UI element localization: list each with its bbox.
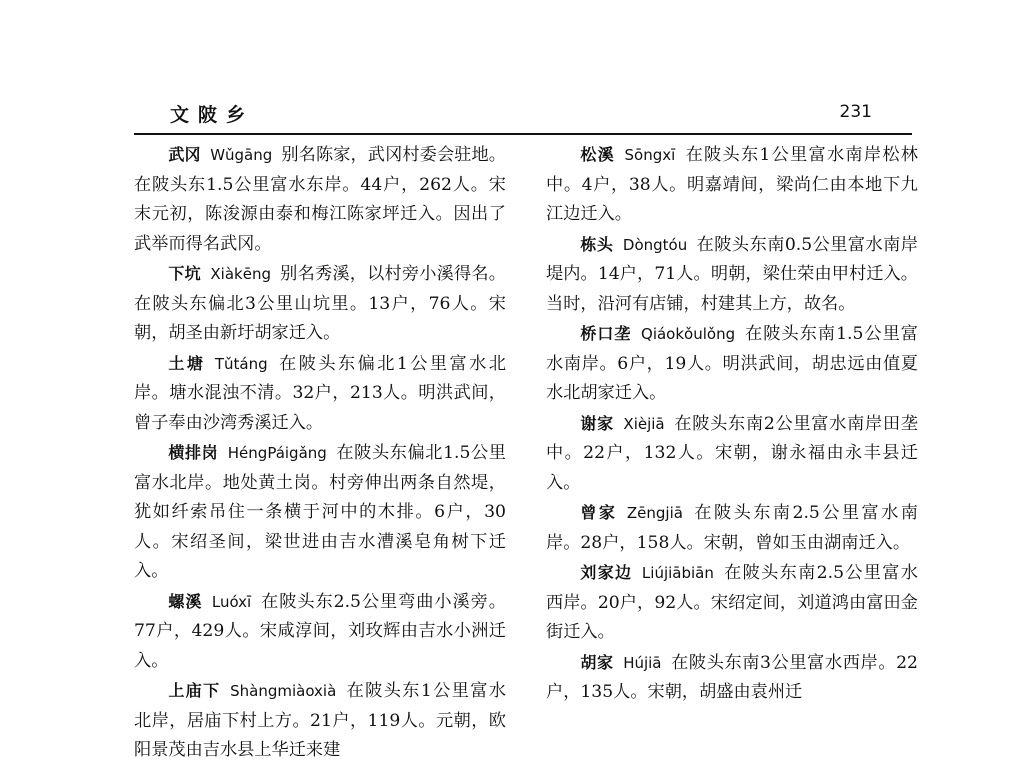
entry-text: 在陂头东南2.5公里富水南岸。28户，158人。宋朝，曾如玉由湖南迁入。: [546, 503, 918, 553]
entry-pinyin: Xiàkēng: [210, 265, 271, 283]
entry-name: 武冈: [168, 145, 201, 164]
entry-name: 下坑: [168, 264, 201, 283]
entry-pinyin: Qiáokǒulǒng: [641, 325, 736, 343]
entry-name: 刘家边: [580, 563, 633, 582]
entry: [546, 498, 918, 558]
entry-name: 胡家: [580, 652, 614, 672]
entry: [134, 259, 506, 349]
entry-name: 松溪: [580, 145, 615, 164]
entry-text: 在陂头东南3公里富水西岸。22户，135人。宋朝，胡盛由袁州迁: [546, 652, 918, 702]
entry-pinyin: Liújiābiān: [641, 564, 714, 582]
entry-pinyin: Hújiā: [623, 653, 662, 672]
right-column: [546, 140, 918, 708]
entry-name: 谢家: [580, 413, 614, 433]
entry-name: 土塘: [168, 353, 206, 373]
entry: [134, 349, 506, 439]
entry-name: 横排岗: [168, 443, 219, 462]
left-column: [134, 140, 506, 766]
entry-pinyin: Wǔgāng: [210, 146, 273, 164]
entry: [134, 587, 506, 677]
header-rule: [134, 133, 912, 135]
entry-text: 在陂头东1公里富水南岸松林中。4户，38人。明嘉靖间，梁尚仁由本地下九江边迁入。: [546, 145, 918, 224]
entry-pinyin: Zēngjiā: [626, 504, 683, 522]
entry-pinyin: Dòngtóu: [622, 235, 688, 254]
entry-name: 桥口垄: [580, 324, 632, 343]
page-number: 231: [839, 102, 872, 122]
entry-name: 曾家: [580, 503, 618, 522]
entry: [134, 676, 506, 766]
entry-pinyin: HéngPáigǎng: [227, 444, 327, 462]
entry: [546, 558, 918, 648]
section-title: 文陂乡: [170, 104, 255, 126]
entry-pinyin: Luóxī: [211, 592, 252, 611]
entry: [134, 438, 506, 587]
entry-text: 在陂头东南0.5公里富水南岸堤内。14户，71人。明朝，梁仕荣由甲村迁入。当时，沿河有店铺，村建其上方，故名。: [546, 234, 918, 314]
entry: [546, 230, 918, 320]
entry-pinyin: Xièjiā: [623, 414, 665, 433]
entry-text: 在陂头东南1.5公里富水南岸。6户，19人。明洪武间，胡忠远由值夏水北胡家迁入。: [546, 324, 918, 403]
entry-pinyin: Tǔtáng: [214, 354, 268, 373]
entry-text: 在陂头东南2公里富水南岸田垄中。22户，132人。宋朝，谢永福由永丰县迁入。: [546, 413, 918, 493]
entry-text: 别名秀溪，以村旁小溪得名。在陂头东偏北3公里山坑里。13户，76人。宋朝，胡圣由新圩胡家迁入。: [134, 264, 506, 343]
entry-text: 在陂头东1公里富水北岸，居庙下村上方。21户，119人。元朝，欧阳景茂由吉水县上华迁来建: [134, 681, 506, 760]
running-header: [170, 100, 880, 130]
entry-name: 螺溪: [168, 591, 203, 611]
entry-text: 在陂头东偏北1公里富水北岸。塘水混浊不清。32户，213人。明洪武间，曾子奉由沙湾秀溪迁入。: [134, 353, 506, 433]
entry-text: 在陂头东南2.5公里富水西岸。20户，92人。宋绍定间，刘道鸿由富田金街迁入。: [546, 563, 918, 642]
entry-name: 上庙下: [168, 681, 221, 700]
entry: [546, 648, 918, 708]
entry-text: 在陂头东2.5公里弯曲小溪旁。77户，429人。宋咸淳间，刘玫辉由吉水小洲迁入。: [134, 591, 506, 671]
entry: [546, 140, 918, 230]
entry-text: 别名陈家，武冈村委会驻地。在陂头东1.5公里富水东岸。44户，262人。宋末元初，陈浚源由泰和梅江陈家坪迁入。因出了武举而得名武冈。: [134, 145, 506, 254]
entry: [546, 319, 918, 409]
entry: [546, 409, 918, 499]
entry-pinyin: Shàngmiàoxià: [230, 682, 337, 700]
entry: [134, 140, 506, 259]
entry-name: 栋头: [580, 234, 614, 254]
entry-pinyin: Sōngxī: [624, 146, 676, 164]
entry-text: 在陂头东偏北1.5公里富水北岸。地处黄土岗。村旁伸出两条自然堤，犹如纤索吊住一条横于河中的木排。6户，30人。宋绍圣间，梁世进由吉水漕溪皂角树下迁入。: [134, 443, 506, 581]
